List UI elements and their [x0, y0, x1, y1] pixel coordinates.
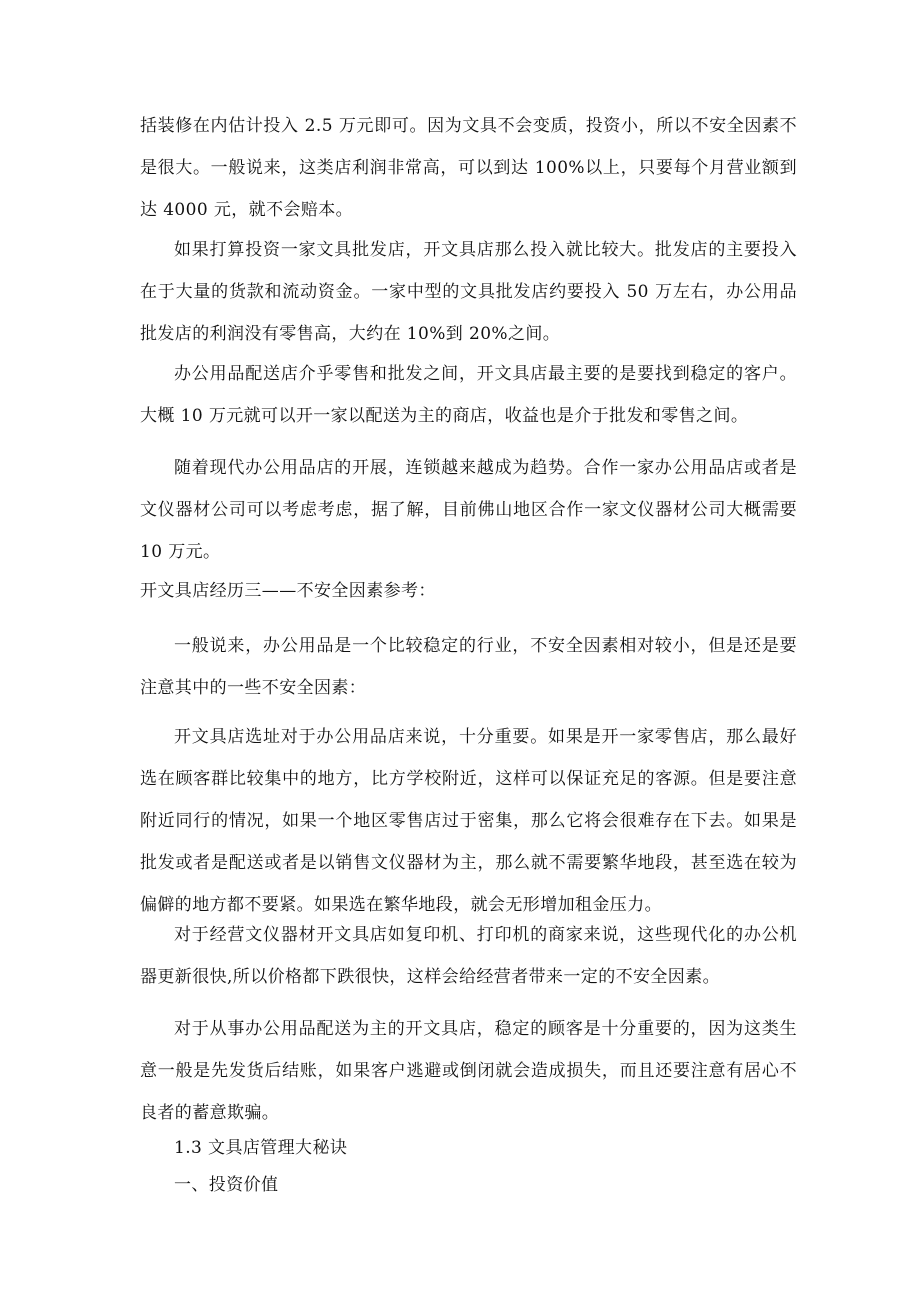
paragraph-wholesale: 如果打算投资一家文具批发店，开文具店那么投入就比较大。批发店的主要投入在于大量的货款和流动资金。一家中型的文具批发店约要投入 50 万左右，办公用品批发店的利润没有零售高，大约在 10%到 20%之间。 [140, 240, 797, 344]
paragraph-risk-heading: 开文具店经历三——不安全因素参考： [140, 581, 436, 601]
section-heading: 1.3 文具店管理大秘诀 [174, 1138, 348, 1158]
paragraph-delivery-store: 办公用品配送店介乎零售和批发之间，开文具店最主要的是要找到稳定的客户。大概 10 万元就可以开一家以配送为主的商店，收益也是介于批发和零售之间。 [140, 364, 797, 426]
paragraph-franchise: 随着现代办公用品店的开展，连锁越来越成为趋势。合作一家办公用品店或者是文仪器材公司可以考虑考虑，据了解，目前佛山地区合作一家文仪器材公司大概需要 10 万元。 [140, 458, 797, 562]
paragraph-location: 开文具店选址对于办公用品店来说，十分重要。如果是开一家零售店，那么最好选在顾客群比较集中的地方，比方学校附近，这样可以保证充足的客源。但是要注意附近同行的情况，如果一个地区零售店过于密集，那么它将会很难存在下去。如果是批发或者是配送或者是以销售文仪器材为主，那么就不需要繁华地段，甚至选在较为偏僻的地方都不要紧。如果选在繁华地段，就会无形增加租金压力。 [140, 727, 797, 915]
paragraph-customers: 对于从事办公用品配送为主的开文具店，稳定的顾客是十分重要的，因为这类生意一般是先发货后结账，如果客户逃避或倒闭就会造成损失，而且还要注意有居心不良者的蓄意欺骗。 [140, 1019, 797, 1123]
paragraph-equipment: 对于经营文仪器材开文具店如复印机、打印机的商家来说，这些现代化的办公机器更新很快,所以价格都下跌很快，这样会给经营者带来一定的不安全因素。 [140, 925, 797, 987]
subsection-heading: 一、投资价值 [174, 1175, 279, 1195]
paragraph-investment-retail: 括装修在内估计投入 2.5 万元即可。因为文具不会变质，投资小，所以不安全因素不是很大。一般说来，这类店利润非常高，可以到达 100%以上，只要每个月营业额到达 4000 元，就不会赔本。 [140, 116, 797, 220]
paragraph-risk-intro: 一般说来，办公用品是一个比较稳定的行业，不安全因素相对较小，但是还是要注意其中的一些不安全因素： [140, 636, 797, 698]
